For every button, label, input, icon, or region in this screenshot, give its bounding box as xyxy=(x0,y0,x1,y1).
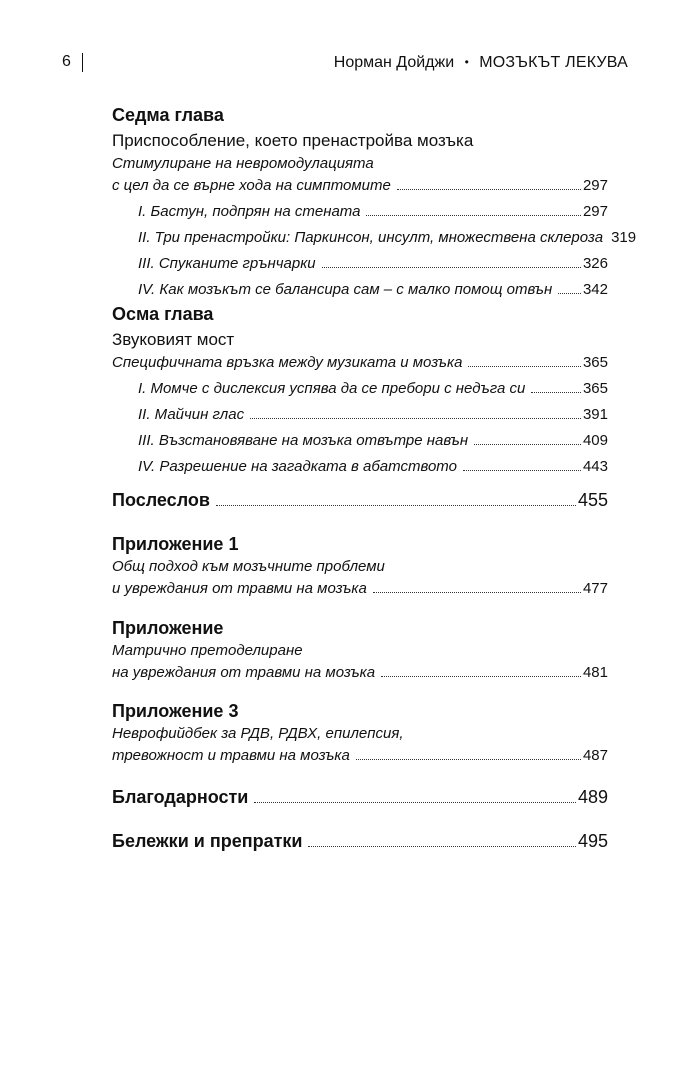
entry-label: III. Възстановяване на мозъка отвътре навън xyxy=(138,432,469,449)
toc-entry-7-2[interactable] xyxy=(112,227,637,249)
chapter-8-subtitle: Звуковият мост xyxy=(112,330,235,349)
toc-notes xyxy=(112,829,608,853)
running-title xyxy=(334,48,628,77)
toc-entry-appendix-3[interactable] xyxy=(112,745,608,767)
toc-acknowledgements xyxy=(112,785,608,809)
dot-leader xyxy=(308,846,575,847)
appendix-3-title: Приложение 3 xyxy=(112,701,239,721)
appendix-3-line2: тревожност и травми на мозъка xyxy=(112,747,350,764)
page-ref: 443 xyxy=(582,458,608,475)
dot-leader xyxy=(216,505,576,506)
entry-label: II. Три пренастройки: Паркинсон, инсулт, множествена склероза xyxy=(138,229,604,246)
entry-label: I. Момче с дислексия успява да се пребори с недъга си xyxy=(138,380,526,397)
dot-leader xyxy=(356,759,581,760)
appendix-1-title: Приложение 1 xyxy=(112,534,239,554)
chapter-7-title: Седма глава xyxy=(112,105,224,125)
page-ref: 326 xyxy=(582,255,608,272)
chapter-8-title: Осма глава xyxy=(112,304,214,324)
toc-entry-8-1[interactable] xyxy=(112,378,608,400)
dot-leader xyxy=(558,293,581,294)
toc-entry-7-4[interactable] xyxy=(112,279,608,301)
page-ref: 481 xyxy=(582,664,608,681)
dot-leader xyxy=(474,444,581,445)
page-number: 6 xyxy=(62,53,71,70)
page-ref: 487 xyxy=(582,747,608,764)
page-ref: 409 xyxy=(582,432,608,449)
toc-chapter-7 xyxy=(112,103,637,301)
page-ref: 477 xyxy=(582,580,608,597)
dot-leader xyxy=(397,189,581,190)
chapter-7-subtitle: Приспособление, което пренастройва мозъка xyxy=(112,131,474,150)
entry-label: I. Бастун, подпрян на стената xyxy=(138,203,361,220)
page-ref: 297 xyxy=(582,203,608,220)
chapter-8-desc-line1: Специфичната връзка между музиката и мозъка xyxy=(112,354,463,371)
toc-afterword xyxy=(112,488,608,512)
toc-entry-chapter-7-desc[interactable] xyxy=(112,175,608,197)
entry-label: IV. Разрешение на загадката в абатството xyxy=(138,458,457,475)
toc-entry-appendix-1[interactable] xyxy=(112,578,608,600)
page-ref: 365 xyxy=(582,354,608,371)
chapter-7-desc-line2: с цел да се върне хода на симптомите xyxy=(112,177,391,194)
toc-chapter-8 xyxy=(112,302,608,478)
header-author: Норман Дойджи xyxy=(333,54,455,71)
dot-leader xyxy=(254,802,576,803)
appendix-2-line1: Матрично преmoделиране xyxy=(112,642,303,659)
entry-label: III. Спуканите грънчарки xyxy=(138,255,316,272)
toc-appendix-2 xyxy=(112,616,608,684)
toc-appendix-3 xyxy=(112,699,608,767)
header-divider xyxy=(82,53,83,72)
notes-title: Бележки и препратки xyxy=(112,831,303,851)
toc-entry-8-3[interactable] xyxy=(112,430,608,452)
entry-label: II. Майчин глас xyxy=(138,406,245,423)
toc-entry-notes[interactable] xyxy=(112,829,608,853)
dot-leader xyxy=(250,418,581,419)
dot-leader xyxy=(381,676,581,677)
dot-leader xyxy=(463,470,581,471)
dot-leader xyxy=(373,592,581,593)
running-header xyxy=(62,48,628,76)
page-ref: 391 xyxy=(582,406,608,423)
header-bullet: • xyxy=(464,55,469,69)
page-ref: 319 xyxy=(611,229,637,246)
chapter-7-desc-line1: Стимулиране на невромодулацията xyxy=(112,155,374,172)
dot-leader xyxy=(531,392,581,393)
afterword-title: Послеслов xyxy=(112,490,210,510)
toc-entry-7-3[interactable] xyxy=(112,253,608,275)
page-ref: 455 xyxy=(577,490,608,510)
toc-entry-8-4[interactable] xyxy=(112,456,608,478)
appendix-2-line2: на увреждания от травми на мозъка xyxy=(112,664,376,681)
dot-leader xyxy=(366,215,580,216)
dot-leader xyxy=(468,366,581,367)
appendix-2-title: Приложение xyxy=(112,618,224,638)
toc-appendix-1 xyxy=(112,532,608,600)
page-ref: 495 xyxy=(577,831,608,851)
page-ref: 342 xyxy=(582,281,608,298)
toc-entry-appendix-2[interactable] xyxy=(112,662,608,684)
toc-entry-8-2[interactable] xyxy=(112,404,608,426)
page-ref: 489 xyxy=(577,787,608,807)
acknowledgements-title: Благодарности xyxy=(112,787,249,807)
toc-entry-afterword[interactable] xyxy=(112,488,608,512)
toc-entry-7-1[interactable] xyxy=(112,201,608,223)
toc-entry-acknowledgements[interactable] xyxy=(112,785,608,809)
appendix-1-line1: Общ подход към мозъчните проблеми xyxy=(112,558,385,575)
appendix-3-line1: Неврофийдбек за РДВ, РДВХ, епилепсия, xyxy=(112,725,404,742)
appendix-1-line2: и увреждания от травми на мозъка xyxy=(112,580,367,597)
toc-entry-chapter-8-desc[interactable] xyxy=(112,352,608,374)
header-book-title: МОЗЪКЪТ ЛЕКУВА xyxy=(479,54,628,71)
entry-label: IV. Как мозъкът се балансира сам – с малко помощ отвън xyxy=(138,281,553,298)
dot-leader xyxy=(322,267,581,268)
page-ref: 297 xyxy=(582,177,608,194)
page-ref: 365 xyxy=(582,380,608,397)
